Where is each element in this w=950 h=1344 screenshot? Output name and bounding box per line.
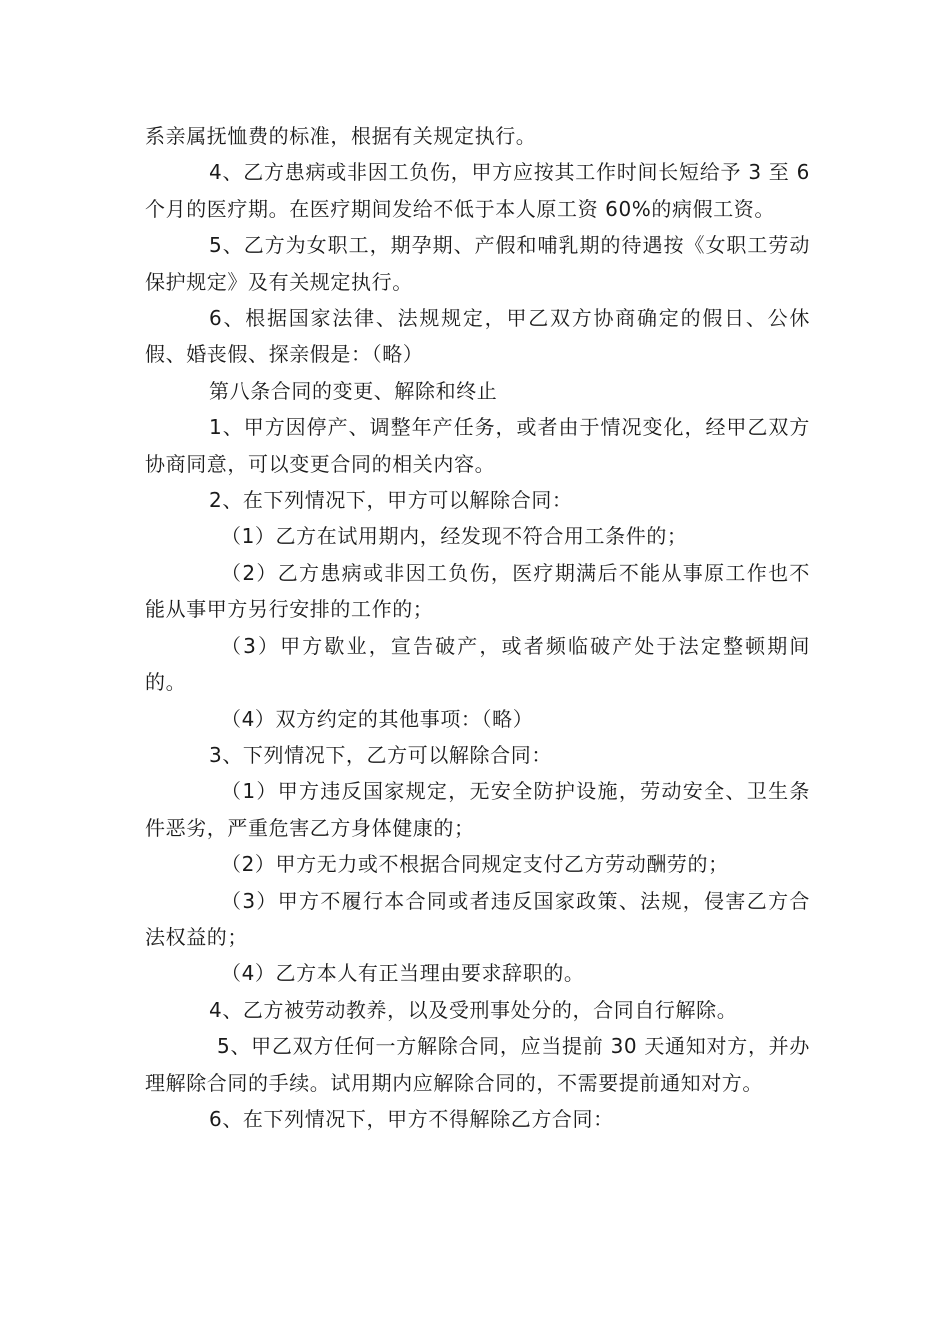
paragraph-4: 6、根据国家法律、法规规定，甲乙双方协商确定的假日、公休假、婚丧假、探亲假是：（略） <box>145 306 810 367</box>
paragraph-19: 6、在下列情况下，甲方不得解除乙方合同： <box>209 1106 614 1131</box>
list-item: （3）甲方不履行本合同或者违反国家政策、法规，侵害乙方合法权益的； <box>145 888 810 949</box>
paragraph-6: 1、甲方因停产、调整年产任务，或者由于情况变化，经甲乙双方协商同意，可以变更合同的相关内容。 <box>145 415 810 476</box>
list-item: （1）乙方在试用期内，经发现不符合用工条件的； <box>221 524 688 549</box>
paragraph-2: 4、乙方患病或非因工负伤，甲方应按其工作时间长短给予 3 至 6 个月的医疗期。在医疗期间发给不低于本人原工资 60%的病假工资。 <box>145 160 810 221</box>
section-heading-article-8: 第八条合同的变更、解除和终止 <box>209 378 498 403</box>
paragraph-17: 4、乙方被劳动教养，以及受刑事处分的，合同自行解除。 <box>209 997 738 1022</box>
paragraph-18: 5、甲乙双方任何一方解除合同，应当提前 30 天通知对方，并办理解除合同的手续。试用期内应解除合同的，不需要提前通知对方。 <box>145 1034 810 1095</box>
paragraph-12: 3、下列情况下，乙方可以解除合同： <box>209 742 552 767</box>
list-item: （2）甲方无力或不根据合同规定支付乙方劳动酬劳的； <box>221 852 729 877</box>
list-item: （4）乙方本人有正当理由要求辞职的。 <box>221 961 585 986</box>
list-item: （2）乙方患病或非因工负伤，医疗期满后不能从事原工作也不能从事甲方另行安排的工作的； <box>145 560 810 622</box>
paragraph-7: 2、在下列情况下，甲方可以解除合同： <box>209 488 573 513</box>
paragraph-1: 系亲属抚恤费的标准，根据有关规定执行。 <box>145 124 537 148</box>
list-item: （1）甲方违反国家规定，无安全防护设施，劳动安全、卫生条件恶劣，严重危害乙方身体健康的； <box>145 779 810 840</box>
document-body <box>145 118 810 1137</box>
list-item: （3）甲方歇业，宣告破产，或者频临破产处于法定整顿期间的。 <box>145 633 810 695</box>
list-item: （4）双方约定的其他事项：（略） <box>221 706 534 731</box>
paragraph-3: 5、乙方为女职工，期孕期、产假和哺乳期的待遇按《女职工劳动保护规定》及有关规定执行。 <box>145 233 810 294</box>
